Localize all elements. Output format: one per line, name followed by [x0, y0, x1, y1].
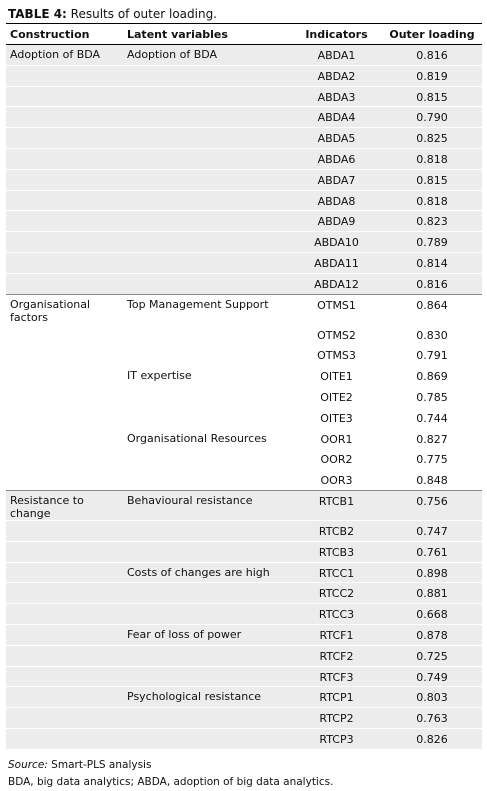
latent-variable-cell	[123, 666, 291, 687]
construction-cell	[6, 604, 123, 625]
indicator-cell: RTCC1	[291, 562, 382, 583]
table-caption	[6, 6, 482, 24]
indicator-cell: OITE1	[291, 366, 382, 387]
outer-loading-cell: 0.881	[382, 583, 482, 604]
construction-cell: Organisational factors	[6, 294, 123, 324]
table-row	[6, 520, 482, 541]
indicator-cell: ABDA9	[291, 211, 382, 232]
table-row	[6, 148, 482, 169]
table-notes	[6, 757, 482, 791]
table-row	[6, 583, 482, 604]
latent-variable-cell: Organisational Resources	[123, 428, 291, 449]
construction-cell	[6, 708, 123, 729]
latent-variable-cell	[123, 470, 291, 491]
construction-cell	[6, 666, 123, 687]
construction-cell	[6, 148, 123, 169]
outer-loading-cell: 0.789	[382, 232, 482, 253]
table-row	[6, 449, 482, 470]
indicator-cell: OTMS3	[291, 345, 382, 366]
header-construction: Construction	[6, 24, 123, 45]
construction-cell	[6, 728, 123, 749]
table-row	[6, 645, 482, 666]
table-row	[6, 169, 482, 190]
construction-cell	[6, 169, 123, 190]
latent-variable-cell	[123, 86, 291, 107]
latent-variable-cell	[123, 645, 291, 666]
outer-loading-cell: 0.815	[382, 169, 482, 190]
indicator-cell: ABDA10	[291, 232, 382, 253]
table-row	[6, 407, 482, 428]
indicator-cell: ABDA5	[291, 128, 382, 149]
indicator-cell: RTCF2	[291, 645, 382, 666]
construction-cell	[6, 583, 123, 604]
latent-variable-cell	[123, 232, 291, 253]
table-row	[6, 386, 482, 407]
outer-loading-cell: 0.668	[382, 604, 482, 625]
outer-loading-table	[6, 24, 482, 749]
outer-loading-cell: 0.756	[382, 490, 482, 520]
latent-variable-cell	[123, 148, 291, 169]
outer-loading-cell: 0.815	[382, 86, 482, 107]
latent-variable-cell	[123, 211, 291, 232]
table-row	[6, 345, 482, 366]
outer-loading-cell: 0.825	[382, 128, 482, 149]
indicator-cell: ABDA11	[291, 252, 382, 273]
outer-loading-cell: 0.848	[382, 470, 482, 491]
header-latent-variables: Latent variables	[123, 24, 291, 45]
table-row	[6, 211, 482, 232]
table-figure	[6, 0, 482, 791]
construction-cell	[6, 232, 123, 253]
indicator-cell: ABDA4	[291, 107, 382, 128]
header-indicators: Indicators	[291, 24, 382, 45]
construction-cell	[6, 687, 123, 708]
latent-variable-cell	[123, 345, 291, 366]
latent-variable-cell: Fear of loss of power	[123, 624, 291, 645]
table-row	[6, 541, 482, 562]
latent-variable-cell: Psychological resistance	[123, 687, 291, 708]
caption-text: Results of outer loading.	[66, 7, 217, 21]
outer-loading-cell: 0.763	[382, 708, 482, 729]
indicator-cell: RTCB3	[291, 541, 382, 562]
outer-loading-cell: 0.791	[382, 345, 482, 366]
outer-loading-cell: 0.725	[382, 645, 482, 666]
latent-variable-cell: Top Management Support	[123, 294, 291, 324]
abbreviations-note: BDA, big data analytics; ABDA, adoption of big data analytics.	[8, 776, 334, 789]
indicator-cell: RTCP2	[291, 708, 382, 729]
outer-loading-cell: 0.827	[382, 428, 482, 449]
latent-variable-cell	[123, 252, 291, 273]
latent-variable-cell	[123, 65, 291, 86]
construction-cell	[6, 324, 123, 345]
table-row	[6, 252, 482, 273]
latent-variable-cell	[123, 386, 291, 407]
outer-loading-cell: 0.816	[382, 273, 482, 294]
construction-cell	[6, 449, 123, 470]
indicator-cell: ABDA2	[291, 65, 382, 86]
construction-cell	[6, 65, 123, 86]
indicator-cell: RTCF3	[291, 666, 382, 687]
indicator-cell: OITE2	[291, 386, 382, 407]
indicator-cell: ABDA12	[291, 273, 382, 294]
table-row	[6, 65, 482, 86]
outer-loading-cell: 0.775	[382, 449, 482, 470]
header-outer-loading: Outer loading	[382, 24, 482, 45]
outer-loading-cell: 0.814	[382, 252, 482, 273]
outer-loading-cell: 0.826	[382, 728, 482, 749]
table-row	[6, 190, 482, 211]
outer-loading-cell: 0.818	[382, 190, 482, 211]
construction-cell	[6, 190, 123, 211]
construction-cell: Adoption of BDA	[6, 45, 123, 66]
construction-cell	[6, 86, 123, 107]
indicator-cell: ABDA1	[291, 45, 382, 66]
construction-cell	[6, 366, 123, 387]
table-row	[6, 624, 482, 645]
construction-cell	[6, 128, 123, 149]
table-row	[6, 128, 482, 149]
outer-loading-cell: 0.761	[382, 541, 482, 562]
latent-variable-cell	[123, 541, 291, 562]
outer-loading-cell: 0.747	[382, 520, 482, 541]
table-row	[6, 470, 482, 491]
outer-loading-cell: 0.818	[382, 148, 482, 169]
table-row	[6, 490, 482, 520]
table-row	[6, 562, 482, 583]
latent-variable-cell: Adoption of BDA	[123, 45, 291, 66]
caption-label: TABLE 4:	[8, 7, 67, 21]
table-row	[6, 687, 482, 708]
table-row	[6, 666, 482, 687]
table-body	[6, 45, 482, 750]
indicator-cell: OOR1	[291, 428, 382, 449]
outer-loading-cell: 0.785	[382, 386, 482, 407]
indicator-cell: OOR3	[291, 470, 382, 491]
source-note	[8, 757, 482, 774]
latent-variable-cell	[123, 324, 291, 345]
table-row	[6, 324, 482, 345]
table-row	[6, 294, 482, 324]
construction-cell	[6, 273, 123, 294]
table-row	[6, 604, 482, 625]
latent-variable-cell	[123, 708, 291, 729]
outer-loading-cell: 0.878	[382, 624, 482, 645]
table-row	[6, 273, 482, 294]
table-row	[6, 45, 482, 66]
latent-variable-cell	[123, 604, 291, 625]
outer-loading-cell: 0.803	[382, 687, 482, 708]
table-row	[6, 428, 482, 449]
latent-variable-cell	[123, 190, 291, 211]
construction-cell	[6, 541, 123, 562]
indicator-cell: RTCP1	[291, 687, 382, 708]
construction-cell	[6, 470, 123, 491]
construction-cell	[6, 624, 123, 645]
outer-loading-cell: 0.869	[382, 366, 482, 387]
outer-loading-cell: 0.864	[382, 294, 482, 324]
indicator-cell: ABDA8	[291, 190, 382, 211]
indicator-cell: RTCP3	[291, 728, 382, 749]
latent-variable-cell: Costs of changes are high	[123, 562, 291, 583]
construction-cell	[6, 386, 123, 407]
table-row	[6, 232, 482, 253]
construction-cell	[6, 107, 123, 128]
latent-variable-cell	[123, 449, 291, 470]
outer-loading-cell: 0.749	[382, 666, 482, 687]
outer-loading-cell: 0.898	[382, 562, 482, 583]
latent-variable-cell: Behavioural resistance	[123, 490, 291, 520]
source-label: Source:	[8, 759, 48, 772]
outer-loading-cell: 0.790	[382, 107, 482, 128]
outer-loading-cell: 0.830	[382, 324, 482, 345]
outer-loading-cell: 0.816	[382, 45, 482, 66]
indicator-cell: OTMS2	[291, 324, 382, 345]
indicator-cell: ABDA7	[291, 169, 382, 190]
indicator-cell: ABDA3	[291, 86, 382, 107]
construction-cell	[6, 252, 123, 273]
latent-variable-cell: IT expertise	[123, 366, 291, 387]
table-row	[6, 728, 482, 749]
indicator-cell: OTMS1	[291, 294, 382, 324]
outer-loading-cell: 0.819	[382, 65, 482, 86]
source-text: Smart-PLS analysis	[47, 759, 152, 772]
construction-cell	[6, 562, 123, 583]
latent-variable-cell	[123, 728, 291, 749]
latent-variable-cell	[123, 107, 291, 128]
table-row	[6, 86, 482, 107]
outer-loading-cell: 0.744	[382, 407, 482, 428]
construction-cell: Resistance to change	[6, 490, 123, 520]
indicator-cell: RTCB1	[291, 490, 382, 520]
latent-variable-cell	[123, 407, 291, 428]
indicator-cell: OOR2	[291, 449, 382, 470]
indicator-cell: RTCF1	[291, 624, 382, 645]
latent-variable-cell	[123, 273, 291, 294]
construction-cell	[6, 211, 123, 232]
latent-variable-cell	[123, 520, 291, 541]
construction-cell	[6, 645, 123, 666]
latent-variable-cell	[123, 583, 291, 604]
construction-cell	[6, 345, 123, 366]
table-row	[6, 107, 482, 128]
construction-cell	[6, 428, 123, 449]
latent-variable-cell	[123, 128, 291, 149]
table-row	[6, 708, 482, 729]
construction-cell	[6, 520, 123, 541]
indicator-cell: RTCC3	[291, 604, 382, 625]
latent-variable-cell	[123, 169, 291, 190]
indicator-cell: OITE3	[291, 407, 382, 428]
header-row	[6, 24, 482, 45]
construction-cell	[6, 407, 123, 428]
indicator-cell: RTCC2	[291, 583, 382, 604]
indicator-cell: ABDA6	[291, 148, 382, 169]
indicator-cell: RTCB2	[291, 520, 382, 541]
outer-loading-cell: 0.823	[382, 211, 482, 232]
table-row	[6, 366, 482, 387]
